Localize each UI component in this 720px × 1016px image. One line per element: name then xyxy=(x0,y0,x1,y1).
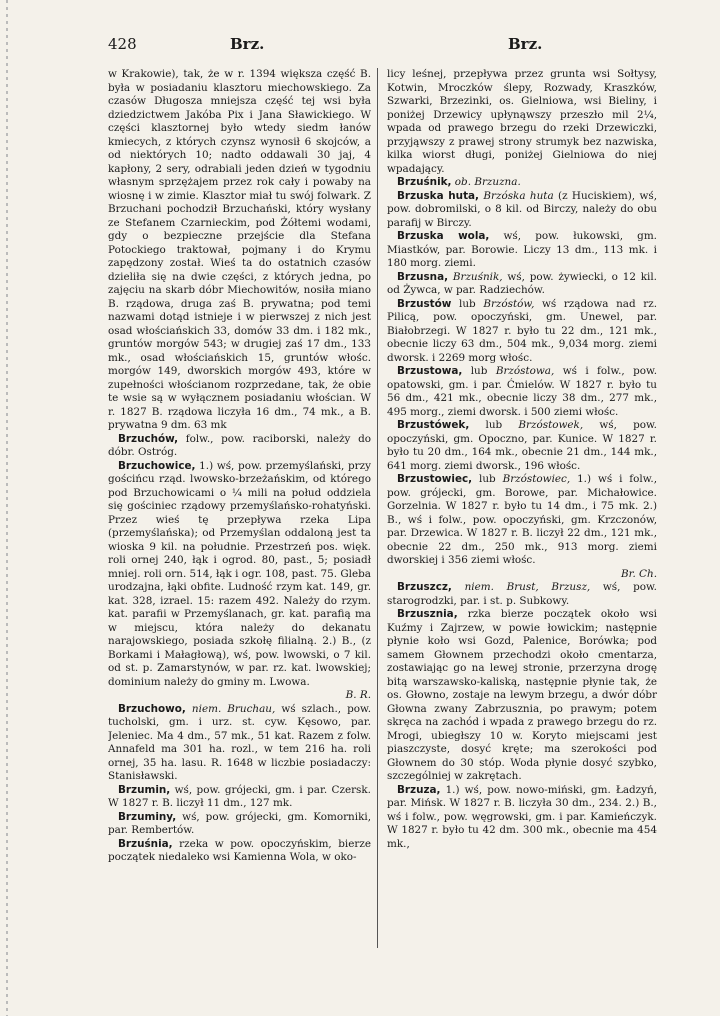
entry-brzumin: Brzumin, wś, pow. grójecki, gm. i par. Czersk. W 1827 r. B. liczył 11 dm., 127 mk. xyxy=(108,783,371,809)
entry-continuation: licy leśnej, przepływa przez grunta wsi Sołtysy, Kotwin, Mroczków ślepy, Rozwady, Kraszków, Szwarki, Brzezinki, os. Gielniowa, wsi Bieliny, i poniżej Drzewicy upłynąwszy przeszło mil 2¼, wpada od prawego brzegu do rzeki Drzewiczki, przyjąwszy z prawej strony strumyk bez nazwiska, kilka wiorst długi, poniżej Gielniowa do niej wpadający. xyxy=(387,68,657,175)
column-divider xyxy=(377,68,378,948)
left-column xyxy=(108,68,371,998)
headword: Brzuminy, xyxy=(118,810,177,823)
headword: Brzustówek, xyxy=(397,419,470,431)
headword: Brzustów xyxy=(397,297,452,310)
headword: Brzuchów, xyxy=(118,432,179,445)
author-signature: B. R. xyxy=(345,689,371,701)
headword: Brzuśnia, xyxy=(118,837,173,850)
right-running-head: Brz. xyxy=(508,35,543,53)
entry-brzuchowice: Brzuchowice, 1.) wś, pow. przemyślański, przy gościńcu rząd. lwowsko-brzeżańskim, od którego pod Brzuchowicami o ¼ mili na połud oddziela się gościniec rządowy przemyślańsko-rohatyński. Przez wieś tę przepływa rzeka Lipa (przemyślańska); od Przemyślan oddaloną jest ta wioska 9 kil. na południe. Przestrzeń pos. więk. roli ornej 240, łąk i ogrod. 80, past., 5; posiadł mniej. roli orn. 514, łąk i ogr. 108, past. 75. Gleba urodzajna, łąki obfite. Ludność rzym kat. 149, gr. kat. 328, izrael. 15: razem 492. Należy do rzym. kat. parafii w Przemyślanach, gr. kat. parafią ma w miejscu, która należy do dekanatu narajowskiego, posiada szkołę filialną. 2.) B., (z Borkami i Małagłową), wś, pow. lwowski, o 7 kil. od st. p. Zamarstynów, w par. rz. kat. lwowskiej; dominium należy do gminy m. Lwowa. xyxy=(108,459,371,688)
headword: Brzumin, xyxy=(118,783,171,796)
entry-brzuza: Brzuza, 1.) wś, pow. nowo-miński, gm. Ładzyń, par. Mińsk. W 1827 r. B. liczyła 30 dm., 234. 2.) B., wś i folw., pow. węgrowski, gm. i par. Kamieńczyk. W 1827 r. było tu 42 dm. 300 mk., obecnie ma 454 mk., xyxy=(387,783,657,850)
entry-brzuminy: Brzuminy, wś, pow. grójecki, gm. Komorniki, par. Rembertów. xyxy=(108,810,371,836)
page-header xyxy=(0,35,720,57)
entry-brzuska-huta: Brzuska huta, Brzóska huta (z Huciskiem), wś, pow. dobromilski, o 8 kil. od Birczy, należy do obu parafij w Birczy. xyxy=(387,189,657,229)
scan-edge-marks xyxy=(6,0,8,1016)
entry-brzusnia: Brzuśnia, rzeka w pow. opoczyńskim, bierze początek niedaleko wsi Kamienna Wola, w oko- xyxy=(108,837,371,863)
entry-brzustowa: Brzustowa, lub Brzóstowa, wś i folw., pow. opatowski, gm. i par. Ćmielów. W 1827 r. było tu 56 dm., 421 mk., obecnie liczy 38 dm., 277 mk., 495 morg., ziemi dworsk. i 500 ziemi włośc. xyxy=(387,365,657,418)
headword: Brzuza, xyxy=(397,783,441,796)
entry-brzusnik: Brzuśnik, ob. Brzuzna. xyxy=(397,176,521,188)
headword: Brzuska wola, xyxy=(397,230,490,242)
entry-brzustowiec: Brzustowiec, lub Brzóstowiec, 1.) wś i folw., pow. grójecki, gm. Borowe, par. Michałowice. Gorzelnia. W 1827 r. było tu 14 dm., i 75 mk. 2.) B., wś i folw., pow. opoczyński, gm. Krzczonów, par. Drzewica. W 1827 r. B. liczył 22 dm., 121 mk., obecnie 22 dm., 250 mk., 913 morg. ziemi dworskiej i 356 ziemi włośc. xyxy=(387,473,657,566)
headword: Brzustowiec, xyxy=(397,473,473,485)
entry-brzusna: Brzusna, Brzuśnik, wś, pow. żywiecki, o 12 kil. od Żywca, w par. Radziechów. xyxy=(387,270,657,296)
headword: Brzusna, xyxy=(397,270,449,283)
entry-brzustow: Brzustów lub Brzóstów, wś rządowa nad rz. Pilicą, pow. opoczyński, gm. Unewel, par. Białobrzegi. W 1827 r. było tu 22 dm., 121 mk., obecnie liczy 63 dm., 504 mk., 9,034 morg. ziemi dworsk. i 2269 morg włośc. xyxy=(387,297,657,364)
entry-brzusznia: Brzusznia, rzka bierze początek około wsi Kuźmy i Zajrzew, w powie łowickim; następnie płynie koło wsi Gozd, Palenice, Borówka; pod samem Głownem przechodzi około cmentarza, zostawiając go na lewej stronie, przerzyna drogę bitą warszawsko-kaliską, następnie płynie tak, że os. Głowno, zostaje na lewym brzegu, a dwór dóbr Głowna zwany Zabrzusznia, po prawym; potem skręca na zachód i wpada z prawego brzegu do rz. Mrogi, ubiegłszy 10 w. Koryto miejscami jest piaszczyste, dosyć kręte; ma szerokości pod Głownem do 30 stóp. Woda płynie dosyć szybko, szczególniej w zakrętach. xyxy=(387,608,657,782)
entry-brzuszcz: Brzuszcz, niem. Brust, Brzusz, wś, pow. starogrodzki, par. i st. p. Subkowy. xyxy=(387,581,657,607)
headword: Brzuśnik, xyxy=(397,176,452,188)
entry-brzuchow: Brzuchów, folw., pow. raciborski, należy do dóbr. Ostróg. xyxy=(108,432,371,458)
author-signature: Br. Ch. xyxy=(620,567,657,580)
headword: Brzuchowo, xyxy=(118,702,186,715)
headword: Brzuska huta, xyxy=(397,189,479,202)
entry-brzustowek: Brzustówek, lub Brzóstowek, wś, pow. opoczyński, gm. Opoczno, par. Kunice. W 1827 r. było tu 20 dm., 164 mk., obecnie 21 dm., 144 mk., 641 morg. ziemi dworsk., 196 włośc. xyxy=(387,419,657,472)
headword: Brzusznia, xyxy=(397,608,458,620)
right-column xyxy=(387,68,657,998)
left-running-head: Brz. xyxy=(230,35,265,53)
entry-continuation: w Krakowie), tak, że w r. 1394 większa część B. była w posiadaniu klasztoru miechowskiego. Za czasów Długosza mniejsza część tej wsi była dziedzictwem Jakóba Pix i Jana Sławickiego. W części klasztornej było wtedy siedm łanów kmiecych, z których czynsz wynosił 6 skojców, a od niektórych 10; nadto oddawali 30 jaj, 4 kapłony, 2 sery, odrabiali jeden dzień w tygodniu własnym sprzężajem przez rok cały i powaby na wiosnę i w zimie. Klasztor miał tu swój folwark. Z Brzuchani pochodził Brzuchański, który wysłany ze Stefanem Czarnieckim, pod Żółtemi wodami, gdy o bezpieczne przejście dla Stefana Potockiego traktował, pojmany i do Krymu zapędzony został. Wieś ta do ostatnich czasów dzieliła się na dwie części, z których jedna, po zajęciu na skarb dóbr Miechowitów, nosiła miano B. rządowa, druga zaś B. prywatna; pod temi nazwami dotąd istnieje i w pierwszej z nich jest osad włościańskich 33, domów 33 dm. i 182 mk., gruntów morgów 543; w drugiej zaś 17 dm., 133 mk., osad włościańskich 15, gruntów włośc. morgów 149, dworskich morgów 493, które w zupełności włościanom rozprzedane, tak, że obie te wsie są w wyłącznem posiadaniu włościan. W r. 1827 B. rządowa liczyła 16 dm., 74 mk., a B. prywatna 9 dm. 63 mk xyxy=(108,68,371,431)
page-number: 428 xyxy=(108,35,137,53)
headword: Brzuszcz, xyxy=(397,581,452,593)
entry-brzuchowo: Brzuchowo, niem. Bruchau, wś szlach., pow. tucholski, gm. i urz. st. cyw. Kęsowo, par. Jeleniec. Ma 4 dm., 57 mk., 51 kat. Razem z folw. Annafeld ma 301 ha. rozl., w tem 216 ha. roli ornej, 35 ha. lasu. R. 1648 w liczbie posiadaczy: Stanisławski. xyxy=(108,702,371,782)
headword: Brzuchowice, xyxy=(118,459,196,472)
headword: Brzustowa, xyxy=(397,365,463,377)
entry-brzuska-wola: Brzuska wola, wś, pow. łukowski, gm. Miastków, par. Borowie. Liczy 13 dm., 113 mk. i 180 morg. ziemi. xyxy=(387,230,657,269)
